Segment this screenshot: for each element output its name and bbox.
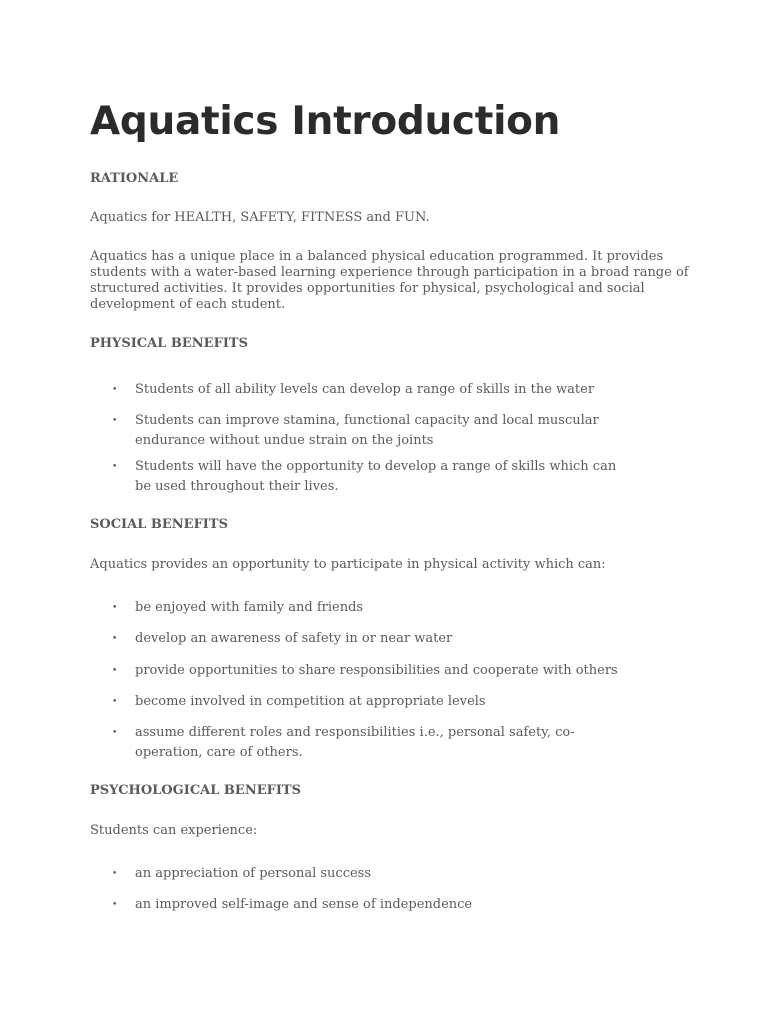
- physical-benefits-list: [90, 380, 690, 497]
- bullet-icon: •: [112, 603, 118, 613]
- bullet-icon: •: [112, 666, 118, 676]
- list-item: [90, 457, 635, 497]
- list-item: [90, 723, 635, 763]
- bullet-icon: •: [112, 869, 118, 879]
- rationale-heading: RATIONALE: [90, 171, 179, 186]
- document-page: [90, 96, 690, 915]
- bullet-icon: •: [112, 728, 118, 738]
- page-title: Aquatics Introduction: [90, 99, 561, 144]
- bullet-icon: •: [112, 634, 118, 644]
- rationale-paragraph: Aquatics has a unique place in a balanced physical education programmed. It provides students with a water-based learning experience through participation in a broad range of structured activities. It provides opportunities for physical, psychological and social development of each student.: [90, 249, 689, 312]
- psychological-benefits-heading: PSYCHOLOGICAL BENEFITS: [90, 783, 301, 798]
- list-item-text: Students will have the opportunity to develop a range of skills which can be used throughout their lives.: [135, 459, 617, 494]
- bullet-icon: •: [112, 697, 118, 707]
- list-item: [90, 411, 635, 451]
- bullet-icon: •: [112, 385, 118, 395]
- list-item-text: become involved in competition at appropriate levels: [135, 694, 486, 709]
- bullet-icon: •: [112, 900, 118, 910]
- list-item-text: an appreciation of personal success: [135, 866, 372, 881]
- bullet-icon: •: [112, 416, 118, 426]
- social-benefits-heading: SOCIAL BENEFITS: [90, 517, 228, 532]
- psychological-benefits-list: [90, 864, 690, 915]
- social-benefits-list: [90, 598, 690, 763]
- list-item: [90, 895, 635, 915]
- list-item: [90, 629, 635, 649]
- rationale-tagline: Aquatics for HEALTH, SAFETY, FITNESS and FUN.: [90, 210, 430, 225]
- list-item-text: develop an awareness of safety in or near water: [135, 631, 453, 646]
- list-item: [90, 692, 635, 712]
- psychological-benefits-intro: Students can experience:: [90, 823, 258, 838]
- list-item-text: an improved self-image and sense of independence: [135, 897, 473, 912]
- list-item-text: be enjoyed with family and friends: [135, 600, 364, 615]
- bullet-icon: •: [112, 462, 118, 472]
- list-item-text: Students of all ability levels can develop a range of skills in the water: [135, 382, 595, 397]
- list-item: [90, 661, 635, 681]
- list-item: [90, 864, 635, 884]
- list-item-text: provide opportunities to share responsibilities and cooperate with others: [135, 663, 618, 678]
- list-item-text: Students can improve stamina, functional capacity and local muscular endurance without undue strain on the joints: [135, 413, 599, 448]
- social-benefits-intro: Aquatics provides an opportunity to participate in physical activity which can:: [90, 557, 606, 572]
- list-item-text: assume different roles and responsibilities i.e., personal safety, co-operation, care of others.: [135, 725, 575, 760]
- physical-benefits-heading: PHYSICAL BENEFITS: [90, 336, 248, 351]
- list-item: [90, 380, 635, 400]
- list-item: [90, 598, 635, 618]
